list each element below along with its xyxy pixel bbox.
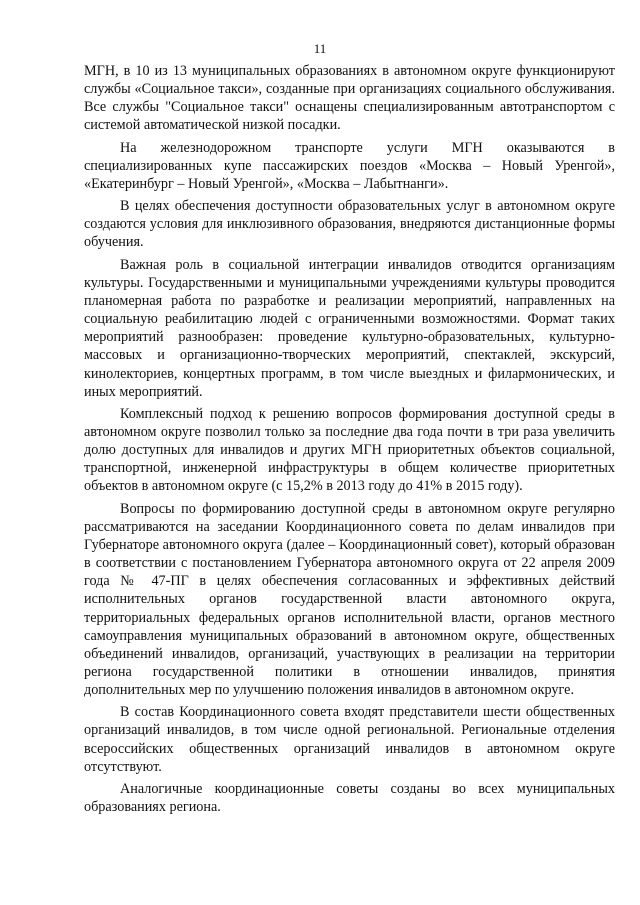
paragraph-mgn-taxi: МГН, в 10 из 13 муниципальных образованиях в автономном округе функционируют службы «Социальное такси», созданные при организациях социального обслуживания. Все службы "Социальное такси" оснащены специализированным автотранспортом с системой автоматической низкой посадки. [84, 63, 615, 134]
document-body [84, 62, 615, 820]
page-number: 11 [313, 41, 327, 56]
paragraph-railway: На железнодорожном транспорте услуги МГН оказываются в специализированных купе пассажирских поездов «Москва – Новый Уренгой», «Екатеринбург – Новый Уренгой», «Москва – Лабытнанги». [84, 139, 615, 192]
paragraph-education: В целях обеспечения доступности образовательных услуг в автономном округе создаются условия для инклюзивного образования, внедряются дистанционные формы обучения. [84, 198, 615, 251]
paragraph-coordination-council: Вопросы по формированию доступной среды в автономном округе регулярно рассматриваются на заседании Координационного совета по делам инвалидов при Губернаторе автономного округа (далее – Координационный совет), который образован в соответствии с постановлением Губернатора автономного округа от 22 апреля 2009 года № 47-ПГ в целях обеспечения согласованных и эффективных действий исполнительных органов государственной власти автономного округа, территориальных федеральных органов исполнительной власти, органов местного самоуправления муниципальных образований в автономном округе, общественных объединений инвалидов, организаций, участвующих в реализации на территории региона государственной политики в отношении инвалидов, принятия дополнительных мер по улучшению положения инвалидов в автономном округе. [84, 500, 615, 699]
paragraph-council-composition: В состав Координационного совета входят представители шести общественных организаций инвалидов, в том числе одной региональной. Региональные отделения всероссийских общественных организаций инвалидов в автономном округе отсутствуют. [84, 704, 615, 775]
paragraph-culture: Важная роль в социальной интеграции инвалидов отводится организациям культуры. Государственными и муниципальными учреждениями культуры проводится планомерная работа по разработке и реализации мероприятий, направленных на социальную реабилитацию людей с ограниченными возможностями. Формат таких мероприятий разнообразен: проведение культурно-образовательных, культурно-массовых и организационно-творческих мероприятий, спектаклей, экскурсий, кинолекториев, концертных программ, в том числе выездных и филармонических, и иных мероприятий. [84, 256, 615, 400]
paragraph-municipal-councils: Аналогичные координационные советы созданы во всех муниципальных образованиях региона. [84, 780, 615, 816]
paragraph-accessible-environment: Комплексный подход к решению вопросов формирования доступной среды в автономном округе позволил только за последние два года почти в три раза увеличить долю доступных для инвалидов и других МГН приоритетных объектов социальной, транспортной, инженерной инфраструктуры в общем количестве приоритетных объектов в автономном округе (с 15,2% в 2013 году до 41% в 2015 году). [84, 405, 615, 495]
